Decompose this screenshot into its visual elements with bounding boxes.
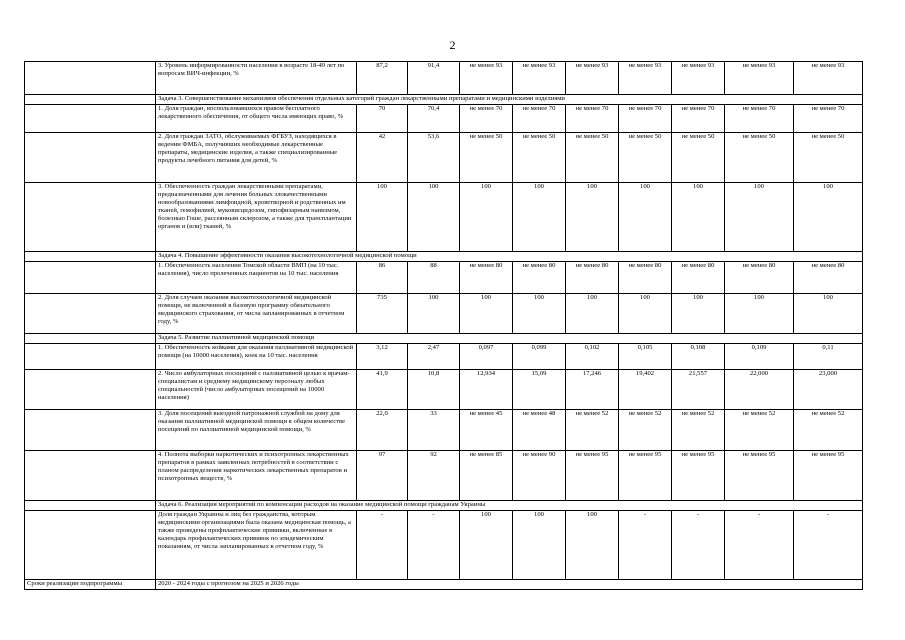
indicator-value: не менее 70	[566, 105, 619, 133]
indicator-value: не менее 52	[794, 410, 863, 451]
indicator-value: 10,8	[408, 370, 460, 410]
indicator-value: не менее 70	[672, 105, 725, 133]
indicator-value: 100	[794, 294, 863, 334]
indicator-value: 88	[408, 262, 460, 294]
indicator-value: не менее 93	[460, 62, 513, 95]
task-title: Задача 6. Реализация мероприятий по компенсации расходов на оказание медицинской помощи гражданам Украины	[156, 501, 863, 511]
indicator-value: 100	[794, 183, 863, 252]
indicator-value: -	[672, 511, 725, 580]
indicator-value: -	[794, 511, 863, 580]
indicator-value: не менее 70	[619, 105, 672, 133]
indicator-value: -	[619, 511, 672, 580]
indicator-value: 0,105	[619, 344, 672, 370]
indicator-value: 0,097	[460, 344, 513, 370]
indicator-value: не менее 80	[566, 262, 619, 294]
task-title: Задача 5. Развитие паллиативной медицинской помощи	[156, 334, 863, 344]
indicator-value: 0,102	[566, 344, 619, 370]
indicator-value: не менее 70	[794, 105, 863, 133]
indicator-value: не менее 93	[672, 62, 725, 95]
indicator-value: -	[357, 511, 408, 580]
indicator-value: не менее 45	[460, 410, 513, 451]
implementation-period: 2020 - 2024 годы с прогнозом на 2025 и 2026 годы	[156, 580, 863, 590]
indicator-value: 12,934	[460, 370, 513, 410]
indicator-value: не менее 85	[460, 451, 513, 501]
indicator-value: 100	[672, 294, 725, 334]
indicator-value: 100	[513, 183, 566, 252]
indicator-value: не менее 50	[672, 133, 725, 183]
indicator-value: не менее 90	[513, 451, 566, 501]
subprogram-label-cell	[25, 183, 156, 252]
subprogram-label-cell: Сроки реализации подпрограммы	[25, 580, 156, 590]
indicator-value: 0,099	[513, 344, 566, 370]
indicator-value: не менее 50	[619, 133, 672, 183]
indicator-value: не менее 80	[672, 262, 725, 294]
indicator-value: 22,0	[357, 410, 408, 451]
table-row	[25, 294, 863, 334]
indicator-value: 100	[725, 294, 794, 334]
indicator-value: 19,402	[619, 370, 672, 410]
task-row	[25, 95, 863, 105]
indicator-value: 17,246	[566, 370, 619, 410]
indicator-value: не менее 80	[619, 262, 672, 294]
indicator-value: 100	[566, 183, 619, 252]
subprogram-label-cell	[25, 252, 156, 262]
indicator-value: не менее 93	[725, 62, 794, 95]
indicator-value: 100	[513, 511, 566, 580]
indicator-value: не менее 52	[566, 410, 619, 451]
indicator-value: 42	[357, 133, 408, 183]
indicator-value: не менее 80	[794, 262, 863, 294]
indicator-value: 735	[357, 294, 408, 334]
table-row	[25, 344, 863, 370]
indicator-value: 100	[619, 294, 672, 334]
indicator-value: не менее 95	[672, 451, 725, 501]
table-row	[25, 451, 863, 501]
subprogram-label-cell	[25, 501, 156, 511]
subprogram-label-cell	[25, 62, 156, 95]
indicator-value: не менее 95	[725, 451, 794, 501]
indicator-value: 100	[460, 294, 513, 334]
indicator-name: 2. Число амбулаторных посещений с паллиативной целью к врачам-специалистам и среднему медицинскому персоналу любых специальностей (число амбулаторных посещений на 10000 населения)	[156, 370, 357, 410]
indicator-value: 22,000	[725, 370, 794, 410]
table-row	[25, 370, 863, 410]
indicator-value: 0,109	[725, 344, 794, 370]
subprogram-label-cell	[25, 133, 156, 183]
indicator-table	[24, 61, 863, 590]
table-row	[25, 580, 863, 590]
indicator-value: 41,9	[357, 370, 408, 410]
indicator-value: 91,4	[408, 62, 460, 95]
indicator-value: не менее 80	[513, 262, 566, 294]
indicator-value: не менее 50	[725, 133, 794, 183]
subprogram-label-cell	[25, 334, 156, 344]
indicator-value: не менее 95	[619, 451, 672, 501]
indicator-value: не менее 52	[672, 410, 725, 451]
indicator-name: 2. Доля граждан ЗАТО, обслуживаемых ФГБУЗ, находящихся в ведении ФМБА, получивших необходимые лекарственные препараты, медицинские изделия, а также специализированные продукты лечебного питания для детей, %	[156, 133, 357, 183]
indicator-name: 1. Обеспеченность койками для оказания паллиативной медицинской помощи (на 10000 населения), коек на 10 тыс. населения	[156, 344, 357, 370]
indicator-value: 100	[460, 511, 513, 580]
indicator-value: 23,000	[794, 370, 863, 410]
indicator-value: не менее 70	[725, 105, 794, 133]
indicator-value: 70	[357, 105, 408, 133]
indicator-value: не менее 52	[725, 410, 794, 451]
indicator-name: 3. Уровень информированности населения в возрасте 18-49 лет по вопросам ВИЧ-инфекции, %	[156, 62, 357, 95]
indicator-name: Доля граждан Украины и лиц без гражданства, которым медицинскими организациями была оказана медицинская помощь, а также проведены профилактические прививки, включенные в календарь профилактических прививок по эпидемическим показаниям, от числа запланированных в отчетном году, %	[156, 511, 357, 580]
indicator-value: 97	[357, 451, 408, 501]
indicator-value: не менее 93	[566, 62, 619, 95]
indicator-value: 100	[357, 183, 408, 252]
table-row	[25, 183, 863, 252]
indicator-value: не менее 80	[460, 262, 513, 294]
indicator-value: не менее 93	[619, 62, 672, 95]
indicator-value: не менее 70	[513, 105, 566, 133]
indicator-name: 4. Полнота выборки наркотических и психотропных лекарственных препаратов в рамках заявленных потребностей в соответствии с планом распределения наркотических лекарственных препаратов и психотропных веществ, %	[156, 451, 357, 501]
subprogram-label-cell	[25, 95, 156, 105]
indicator-value: -	[725, 511, 794, 580]
indicator-value: не менее 95	[794, 451, 863, 501]
subprogram-label-cell	[25, 262, 156, 294]
table-row	[25, 133, 863, 183]
indicator-value: 3,12	[357, 344, 408, 370]
subprogram-label-cell	[25, 294, 156, 334]
indicator-value: 0,11	[794, 344, 863, 370]
indicator-value: не менее 48	[513, 410, 566, 451]
indicator-value: 70,4	[408, 105, 460, 133]
indicator-value: 100	[566, 294, 619, 334]
subprogram-label-cell	[25, 370, 156, 410]
task-row	[25, 252, 863, 262]
indicator-value: не менее 52	[619, 410, 672, 451]
table-row	[25, 105, 863, 133]
indicator-value: 33	[408, 410, 460, 451]
indicator-value: не менее 50	[513, 133, 566, 183]
indicator-value: 92	[408, 451, 460, 501]
indicator-name: 1. Обеспеченность населения Томской области ВМП (на 10 тыс. населения), число пролеченных пациентов на 10 тыс. населения	[156, 262, 357, 294]
indicator-value: 21,557	[672, 370, 725, 410]
indicator-value: 100	[460, 183, 513, 252]
task-title: Задача 3. Совершенствование механизмов обеспечения отдельных категорий граждан лекарственными препаратами и медицинскими изделиями	[156, 95, 863, 105]
table-row	[25, 262, 863, 294]
indicator-value: 87,2	[357, 62, 408, 95]
indicator-value: 100	[672, 183, 725, 252]
task-row	[25, 501, 863, 511]
indicator-value: 0,108	[672, 344, 725, 370]
indicator-value: 100	[725, 183, 794, 252]
subprogram-label-cell	[25, 511, 156, 580]
indicator-value: не менее 70	[460, 105, 513, 133]
task-row	[25, 334, 863, 344]
indicator-value: 100	[619, 183, 672, 252]
indicator-value: 15,09	[513, 370, 566, 410]
indicator-value: не менее 93	[513, 62, 566, 95]
indicator-value: 100	[566, 511, 619, 580]
indicator-value: -	[408, 511, 460, 580]
table-row	[25, 62, 863, 95]
indicator-value: не менее 50	[460, 133, 513, 183]
subprogram-label-cell	[25, 344, 156, 370]
indicator-value: не менее 80	[725, 262, 794, 294]
indicator-value: 100	[513, 294, 566, 334]
indicator-name: 2. Доля случаев оказания высокотехнологичной медицинской помощи, не включенной в базовую программу обязательного медицинского страхования, от числа запланированных в отчетном году, %	[156, 294, 357, 334]
indicator-value: 100	[408, 294, 460, 334]
task-title: Задача 4. Повышение эффективности оказания высокотехнологичной медицинской помощи	[156, 252, 863, 262]
indicator-value: не менее 50	[566, 133, 619, 183]
indicator-name: 1. Доля граждан, воспользовавшихся правом бесплатного лекарственного обеспечения, от общего числа имеющих право, %	[156, 105, 357, 133]
indicator-name: 3. Обеспеченность граждан лекарственными препаратами, предназначенными для лечения больных злокачественными новообразованиями лимфоидной, кроветворной и родственных им тканей, гемофилией, муковисцидозом, гипофизарным нанизмом, болезнью Гоше, рассеянным склерозом, а также для трансплантации органов и (или) тканей, %	[156, 183, 357, 252]
indicator-value: не менее 93	[794, 62, 863, 95]
indicator-name: 3. Доля посещений выездной патронажной службой на дому для оказания паллиативной медицинской помощи в общем количестве посещений по паллиативной медицинской помощи, %	[156, 410, 357, 451]
indicator-value: 100	[408, 183, 460, 252]
subprogram-label-cell	[25, 451, 156, 501]
subprogram-label-cell	[25, 105, 156, 133]
indicator-value: 86	[357, 262, 408, 294]
indicator-value: не менее 50	[794, 133, 863, 183]
table-row	[25, 511, 863, 580]
subprogram-label-cell	[25, 410, 156, 451]
page-number: 2	[449, 38, 456, 52]
indicator-value: 53,6	[408, 133, 460, 183]
table-row	[25, 410, 863, 451]
indicator-value: 2,47	[408, 344, 460, 370]
indicator-value: не менее 95	[566, 451, 619, 501]
